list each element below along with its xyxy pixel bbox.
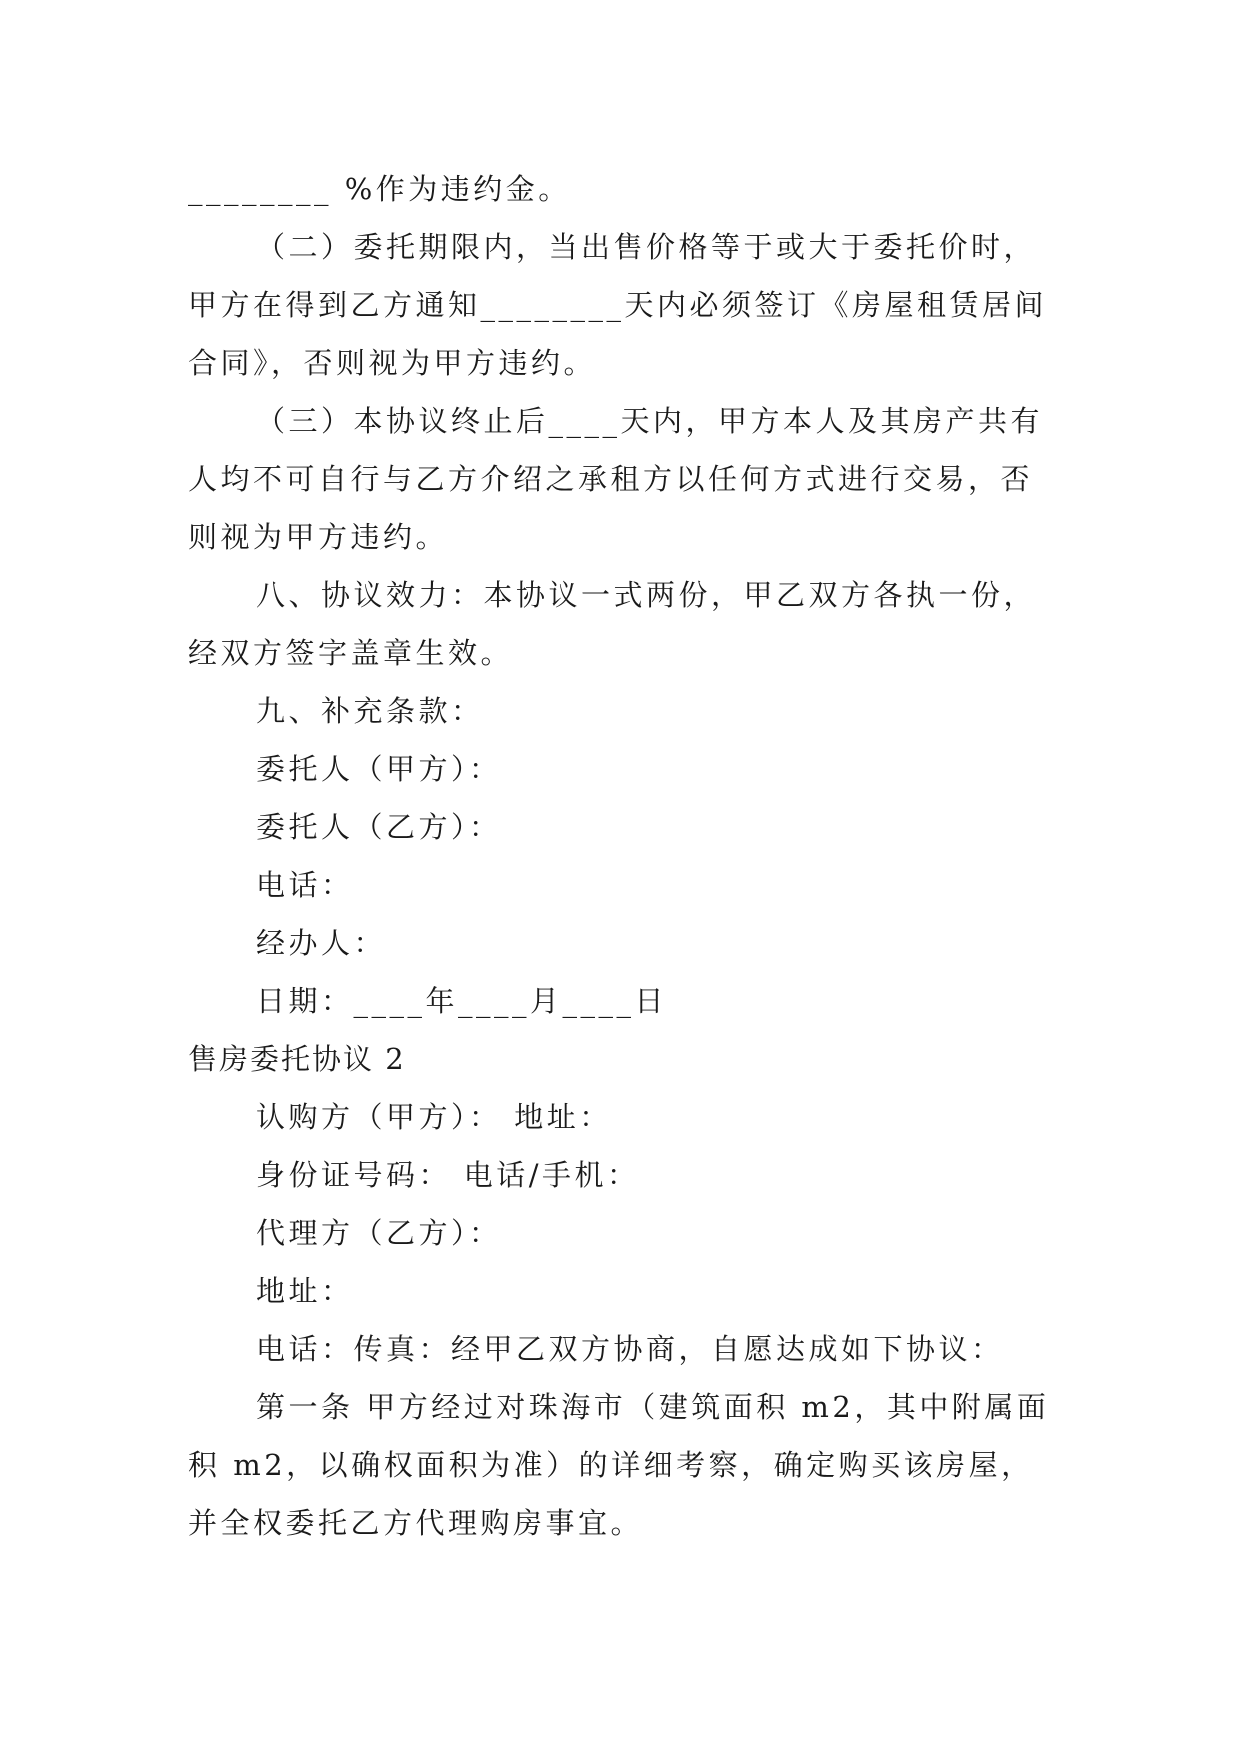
text-line: 则视为甲方违约。 <box>188 520 449 554</box>
text-line: 积 m2，以确权面积为准）的详细考察，确定购买该房屋， <box>188 1448 1034 1482</box>
signature-field-party-a: 委托人（甲方）： <box>256 752 502 786</box>
address-field: 地址： <box>256 1274 354 1308</box>
paragraph-line: 八、协议效力：本协议一式两份，甲乙双方各执一份， <box>256 578 1037 612</box>
text-line: 人均不可自行与乙方介绍之承租方以任何方式进行交易，否 <box>188 462 1034 496</box>
handler-field: 经办人： <box>256 926 387 960</box>
document-title: 售房委托协议 2 <box>188 1042 406 1076</box>
buyer-field: 认购方（甲方）： 地址： <box>256 1100 612 1134</box>
text-line: 合同》，否则视为甲方违约。 <box>188 346 597 380</box>
phone-fax-line: 电话：传真：经甲乙双方协商，自愿达成如下协议： <box>256 1332 1004 1366</box>
text-line: ________ %作为违约金。 <box>188 172 571 206</box>
text-line: 并全权委托乙方代理购房事宜。 <box>188 1506 644 1540</box>
section-heading: 九、补充条款： <box>256 694 484 728</box>
phone-field: 电话： <box>256 868 354 902</box>
paragraph-line: （二）委托期限内，当出售价格等于或大于委托价时， <box>256 230 1037 264</box>
text-line: 甲方在得到乙方通知________天内必须签订《房屋租赁居间 <box>188 288 1048 322</box>
id-phone-field: 身份证号码： 电话/手机： <box>256 1158 640 1192</box>
agent-field: 代理方（乙方）： <box>256 1216 502 1250</box>
text-line: 经双方签字盖章生效。 <box>188 636 514 670</box>
document-body <box>188 160 1068 1552</box>
date-field: 日期：____年____月____日 <box>256 984 668 1018</box>
paragraph-line: （三）本协议终止后____天内，甲方本人及其房产共有 <box>256 404 1044 438</box>
article-one-line: 第一条 甲方经过对珠海市（建筑面积 m2，其中附属面 <box>256 1390 1050 1424</box>
signature-field-party-b: 委托人（乙方）： <box>256 810 502 844</box>
